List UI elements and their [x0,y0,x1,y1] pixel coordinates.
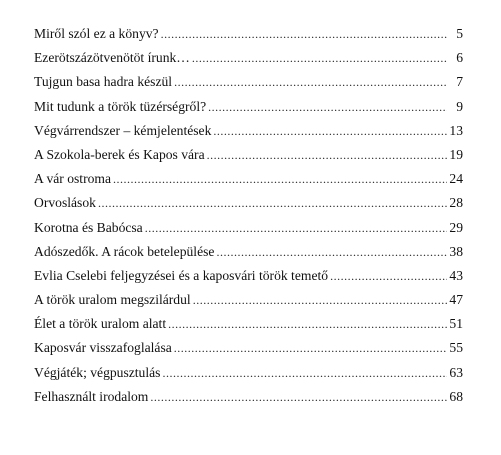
toc-dot-leader [174,336,447,360]
toc-entry-page: 47 [449,292,463,308]
toc-dot-leader [207,143,447,167]
toc-entry-page: 38 [449,243,463,259]
toc-entry[interactable] [34,70,463,94]
toc-entry[interactable] [34,216,463,240]
toc-entry-title: Korotna és Babócsa [34,219,143,235]
toc-entry[interactable] [34,191,463,215]
toc-dot-leader [213,119,447,143]
toc-dot-leader [216,240,447,264]
toc-entry-title: Orvoslások [34,195,96,211]
toc-entry-page: 9 [456,98,463,114]
toc-entry-title: Miről szól ez a könyv? [34,26,159,41]
toc-entry[interactable] [34,95,463,119]
toc-entry-page: 19 [449,146,463,162]
toc-entry[interactable] [34,143,463,167]
toc-dot-leader [330,264,447,288]
toc-entry-page: 55 [449,340,463,356]
toc-entry-title: Végvárrendszer – kémjelentések [34,122,212,138]
toc-entry-title: Adószedők. A rácok betelepülése [34,243,215,259]
toc-dot-leader [192,46,447,70]
toc-entry-title: Felhasznált irodalom [34,388,149,404]
toc-entry-title: Evlia Cselebi feljegyzései és a kaposvári török temető [34,267,329,283]
toc-entry[interactable] [34,240,463,264]
toc-entry-page: 7 [456,74,463,90]
toc-entry-page: 6 [456,50,463,66]
toc-dot-leader [193,288,447,312]
toc-entry-title: Tujgun basa hadra készül [34,74,173,90]
toc-entry-title: A vár ostroma [34,171,112,187]
toc-entry[interactable] [34,288,463,312]
toc-entry-page: 63 [449,364,463,380]
toc-entry[interactable] [34,312,463,336]
toc-entry-title: A Szokola-berek és Kapos vára [34,146,205,162]
toc-dot-leader [168,312,447,336]
toc-dot-leader [113,167,447,191]
toc-entry[interactable] [34,22,463,46]
toc-entry[interactable] [34,119,463,143]
toc-entry[interactable] [34,385,463,409]
toc-entry-page: 28 [449,195,463,211]
toc-dot-leader [145,216,447,240]
toc-dot-leader [208,95,447,119]
toc-entry[interactable] [34,361,463,385]
toc-dot-leader [162,361,447,385]
toc-entry-title: Végjáték; végpusztulás [34,364,161,380]
toc-dot-leader [98,191,447,215]
toc-entry[interactable] [34,46,463,70]
toc-entry-page: 5 [456,26,463,41]
toc-entry-page: 13 [449,122,463,138]
toc-entry-title: Kaposvár visszafoglalása [34,340,172,356]
toc-entry[interactable] [34,167,463,191]
toc-entry-title: A török uralom megszilárdul [34,292,191,308]
toc-dot-leader [161,22,447,46]
toc-entry[interactable] [34,264,463,288]
toc-entry-page: 29 [449,219,463,235]
toc-entry-title: Mit tudunk a török tüzérségről? [34,98,207,114]
toc-entry-page: 68 [449,388,463,404]
table-of-contents [34,22,463,409]
toc-dot-leader [174,70,447,94]
toc-entry[interactable] [34,336,463,360]
toc-entry-title: Ezerötszázötvenötöt írunk… [34,50,190,66]
toc-dot-leader [150,385,447,409]
toc-entry-page: 24 [449,171,463,187]
toc-entry-page: 43 [449,267,463,283]
toc-entry-title: Élet a török uralom alatt [34,316,167,332]
toc-entry-page: 51 [449,316,463,332]
